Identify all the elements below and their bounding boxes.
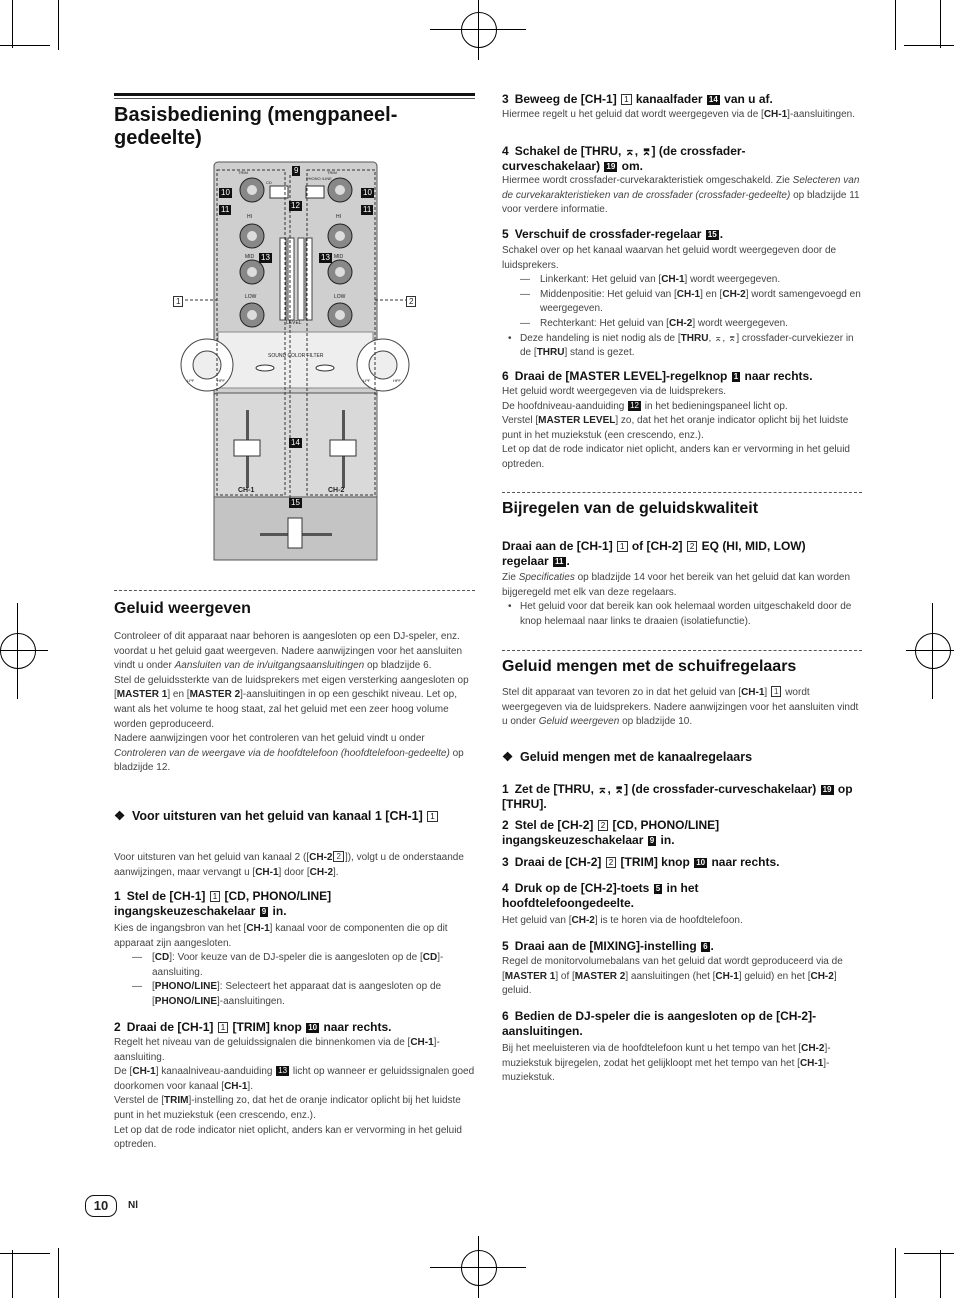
callout-14: 14 <box>291 438 300 447</box>
heading-mengen: Geluid mengen met de schuifregelaars <box>502 658 797 675</box>
mix-step-4-title: 4 Druk op de [CH-2]-toets 5 in het hoofdtelefoongedeelte. <box>502 881 699 910</box>
page-number: 10 <box>85 1195 117 1217</box>
fig-hi-left: HI <box>247 214 252 220</box>
mix-step-6-text: Bij het meeluisteren via de hoofdtelefoon kunt u het tempo van het [CH-2]-muziekstuk bijregelen, zodat het gelijkloopt met het tempo van het [CH-1]-muziekstuk. <box>502 1043 831 1084</box>
fig-low-right: LOW <box>334 294 346 300</box>
fig-hi-right: HI <box>336 214 341 220</box>
callout-15: 15 <box>291 498 300 507</box>
step-5-title: 5 Verschuif de crossfader-regelaar 15 . <box>502 227 724 241</box>
mix-step-3-title: 3 Draai de [CH-2] 2 [TRIM] knop 10 naar rechts. <box>502 855 780 869</box>
callout-12: 12 <box>291 201 300 210</box>
title-rule-thin <box>114 98 475 99</box>
page-language: Nl <box>128 1200 138 1211</box>
callout-13-right: 13 <box>321 253 330 262</box>
mix-step-4-text: Het geluid van [CH-2] is te horen via de hoofdtelefoon. <box>502 915 743 926</box>
mix-text: Stel dit apparaat van tevoren zo in dat het geluid van [CH-1] 1 wordt weergegeven via de luidsprekers. Nadere aanwijzingen voor het aansluiten vindt u onder Geluid weergeven op bladzijde 10. <box>502 687 859 728</box>
mix-step-6-title: 6 Bedien de DJ-speler die is aangesloten op de [CH-2]-aansluitingen. <box>502 1009 817 1038</box>
mix-step-2-title: 2 Stel de [CH-2] 2 [CD, PHONO/LINE] ingangskeuzeschakelaar 9 in. <box>502 818 720 847</box>
intro-text: Controleer of dit apparaat naar behoren is aangesloten op een DJ-speler, enz. voordat u het geluid gaat weergeven. Nadere aanwijzingen voor het aansluiten vindt u onder Aansluiten van de in/uitgangsaansluitingen op bladzijde 6. Stel de geluidssterkte van de luidsprekers met eigen versterking aangesloten op [MASTER 1] en [MASTER 2]-aansluitingen in op een geschikt niveau. Let op, want als het volume te hoog staat, zal het geluid met een zeer hoog volume worden geproduceerd. Nadere aanwijzingen voor het controleren van het geluid vindt u onder Controleren van de weergave via de hoofdtelefoon (hoofdtelefoon-gedeelte) op bladzijde 12. <box>114 631 469 774</box>
subheading-kanaalregelaars: ❖ Geluid mengen met de kanaalregelaars <box>502 750 753 764</box>
fig-lpf-left: LPF <box>187 378 195 383</box>
step-3-text: Hiermee regelt u het geluid dat wordt weergegeven via de [CH-1]-aansluitingen. <box>502 109 855 120</box>
callout-9: 9 <box>294 166 299 175</box>
fig-hpf-left: HPF <box>217 378 225 383</box>
step-4-title: 4 Schakel de [THRU, ⌅, ⌆] (de crossfader-curveschakelaar) 19 om. <box>502 144 746 173</box>
step-4-text: Hiermee wordt crossfader-curvekarakteristiek omgeschakeld. Zie Selecteren van de curvekarakteristieken van de crossfader (crossfader-gedeelte) op bladzijde 11 voor verdere informatie. <box>502 175 860 216</box>
kanaal-2-note: Voor uitsturen van het geluid van kanaal 2 ([CH-2 2 ]), volgt u de onderstaande aanwijzingen, maar vervangt u [CH-1] door [CH-2]. <box>114 852 464 878</box>
fig-hpf-right: HPF <box>393 378 401 383</box>
heading-bijregelen: Bijregelen van de geluidskwaliteit <box>502 500 759 517</box>
step-1-text: Kies de ingangsbron van het [CH-1] kanaal voor de componenten die op dit apparaat zijn aangesloten. — [CD]: Voor keuze van de DJ-speler die is aangesloten op de [CD]-aansluiting. — [PHONO/LINE]: Selecteert het apparaat dat is aangesloten op de [PHONO/LINE]-aansluitingen. <box>114 923 448 1007</box>
step-3-title: 3 Beweeg de [CH-1] 1 kanaalfader 14 van u af. <box>502 92 773 106</box>
step-1-title: 1 Stel de [CH-1] 1 [CD, PHONO/LINE] ingangskeuzeschakelaar 9 in. <box>114 889 332 918</box>
step-2-title: 2 Draai de [CH-1] 1 [TRIM] knop 10 naar rechts. <box>114 1020 392 1034</box>
section-rule <box>114 590 475 591</box>
fig-ch2: CH-2 <box>328 487 345 494</box>
mix-step-5-title: 5 Draai aan de [MIXING]-instelling 6 . <box>502 939 714 953</box>
bij-title: Draai aan de [CH-1] 1 of [CH-2] 2 EQ (HI, MID, LOW) regelaar 11 . <box>502 539 806 568</box>
fig-lpf-right: LPF <box>363 378 371 383</box>
fig-trim-left: TRIM <box>238 170 248 175</box>
fig-mid-right: MID <box>334 254 344 260</box>
fig-mid-left: MID <box>245 254 255 260</box>
mixer-figure <box>170 160 420 570</box>
callout-10-left: 10 <box>221 188 230 197</box>
bij-text: Zie Specificaties op bladzijde 14 voor het bereik van het geluid dat kan worden bijgeregeld met elk van deze regelaars. • Het geluid voor dat bereik kan ook helemaal worden uitgeschakeld door de knop helemaal naar links te draaien (isolatiefunctie). <box>502 572 852 627</box>
title-rule <box>114 93 475 96</box>
fig-ch1: CH-1 <box>238 487 255 494</box>
section-rule-2 <box>502 492 862 493</box>
step-6-title: 6 Draai de [MASTER LEVEL]-regelknop 1 naar rechts. <box>502 369 813 383</box>
subheading-kanaal-1: ❖ Voor uitsturen van het geluid van kanaal 1 [CH-1] 1 <box>114 808 472 824</box>
section-rule-3 <box>502 650 862 651</box>
callout-1: 1 <box>173 296 183 307</box>
mix-step-1-title: 1 Zet de [THRU, ⌅, ⌆] (de crossfader-curveschakelaar) 19 op [THRU]. <box>502 782 853 811</box>
fig-level: LEVEL <box>286 320 302 326</box>
callout-10-right: 10 <box>363 188 372 197</box>
step-6-text: Het geluid wordt weergegeven via de luidsprekers. De hoofdniveau-aanduiding 12 in het bedieningspaneel licht op. Verstel [MASTER LEVEL] zo, dat het het oranje indicator oplicht bij het luidste punt in het muziekstuk (een crescendo, enz.). Let op dat de rode indicator niet oplicht, anders kan er vervorming in het geluid optreden. <box>502 386 850 470</box>
heading-geluid-weergeven: Geluid weergeven <box>114 600 251 617</box>
callout-11-left: 11 <box>221 205 230 214</box>
step-5-text: Schakel over op het kanaal waarvan het geluid wordt weergegeven door de luidsprekers. — Linkerkant: Het geluid van [CH-1] wordt weergegeven. — Middenpositie: Het geluid van [CH-1] en [CH-2] wordt samengevoegd en weergegeven. — Rechterkant: Het geluid van [CH-2] wordt weergegeven. • Deze handeling is niet nodig als de [THRU, ⌅, ⌆] crossfader-curvekiezer in de [THRU] stand is gezet. <box>502 245 861 359</box>
fig-cd: CD <box>266 180 272 185</box>
page-title: Basisbediening (mengpaneel-gedeelte) <box>114 104 398 149</box>
fig-phono: PHONO /LINE <box>306 176 332 181</box>
step-2-text: Regelt het niveau van de geluidssignalen die binnenkomen via de [CH-1]-aansluiting. De [CH-1] kanaalniveau-aanduiding 13 licht op wanneer er geluidssignalen goed doorkomen voor kanaal [CH-1]. Verstel de [TRIM]-instelling zo, dat het de oranje indicator oplicht bij het luidste punt in het muziekstuk (een crescendo, enz.). Let op dat de rode indicator niet oplicht, anders kan er vervorming in het geluid optreden. <box>114 1037 475 1151</box>
fig-filter: SOUND COLOR FILTER <box>268 353 324 359</box>
fig-low-left: LOW <box>245 294 257 300</box>
callout-2: 2 <box>406 296 416 307</box>
fig-trim-right: TRIM <box>327 170 337 175</box>
callout-11-right: 11 <box>363 205 372 214</box>
mix-step-5-text: Regel de monitorvolumebalans van het geluid dat wordt geproduceerd via de [MASTER 1] of [MASTER 2] aansluitingen (het [CH-1] geluid) en het [CH-2] geluid. <box>502 956 843 997</box>
callout-13-left: 13 <box>261 253 270 262</box>
